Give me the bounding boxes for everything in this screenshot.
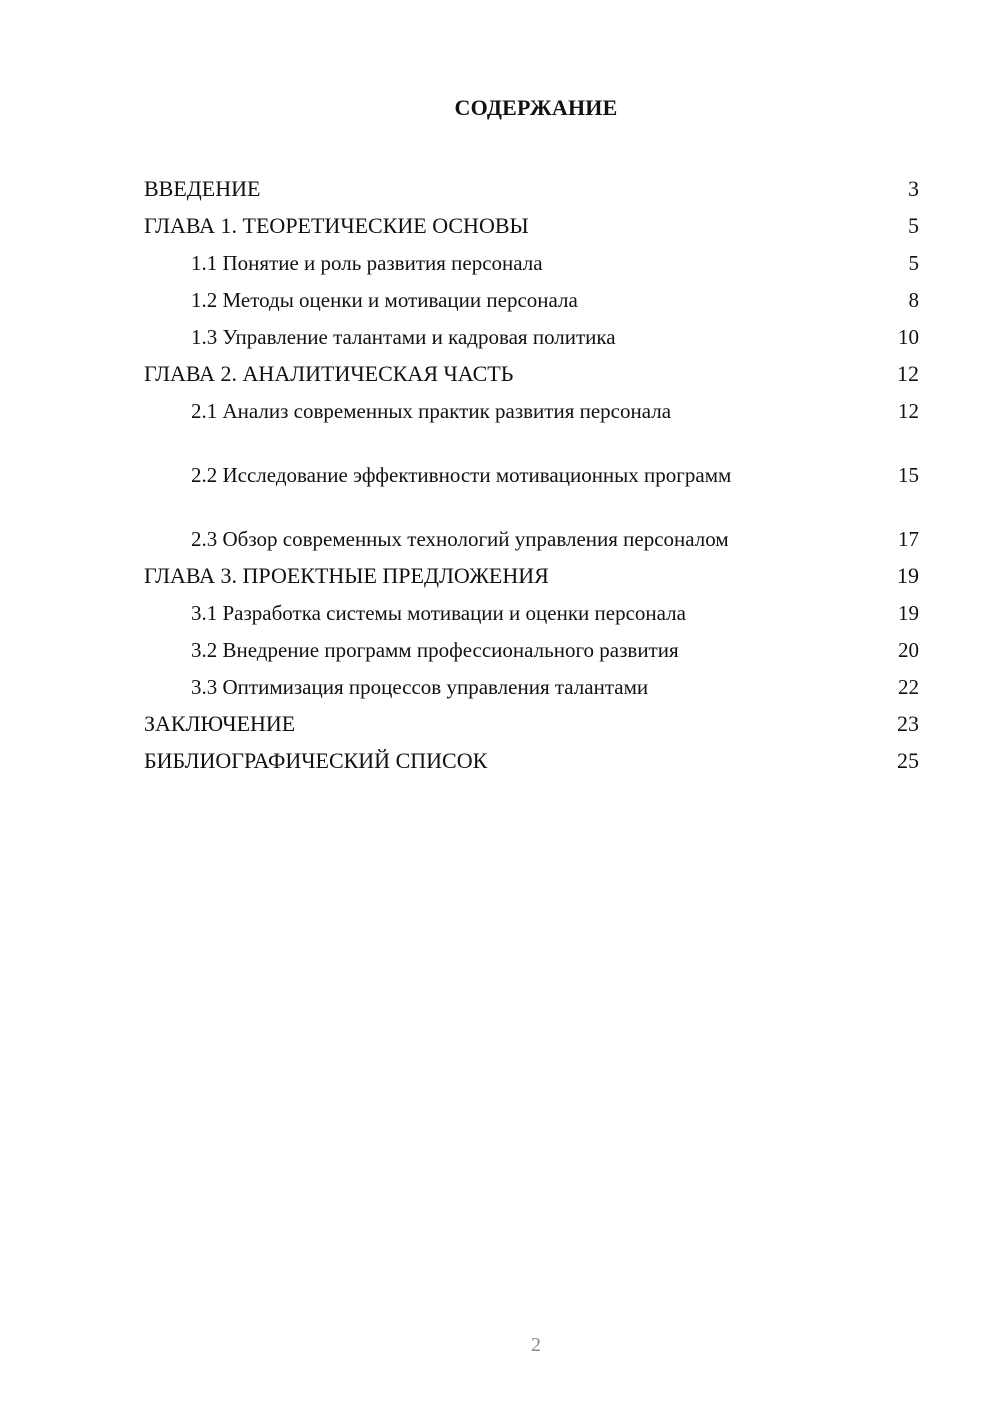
toc-entry-label: 3.2 Внедрение программ профессионального развития [191, 638, 679, 662]
toc-entry-chapter-3[interactable] [144, 555, 919, 592]
toc-entry-label: БИБЛИОГРАФИЧЕСКИЙ СПИСОК [144, 748, 488, 773]
toc-entry-section-3-2[interactable] [144, 629, 919, 666]
toc-entry-page: 17 [898, 527, 919, 551]
toc-entry-section-1-2[interactable] [144, 279, 919, 316]
toc-entry-bibliography[interactable] [144, 740, 919, 777]
toc-entry-page: 3 [908, 176, 919, 201]
toc-entry-label: ЗАКЛЮЧЕНИЕ [144, 711, 296, 736]
toc-entry-conclusion[interactable] [144, 703, 919, 740]
toc-entry-page: 12 [897, 361, 919, 386]
toc-entry-page: 23 [897, 711, 919, 736]
toc-entry-label: 1.2 Методы оценки и мотивации персонала [191, 288, 578, 312]
toc-entry-page: 19 [897, 563, 919, 588]
toc-entry-page: 20 [898, 638, 919, 662]
toc-entry-label: ГЛАВА 2. АНАЛИТИЧЕСКАЯ ЧАСТЬ [144, 361, 514, 386]
toc-entry-label: ГЛАВА 1. ТЕОРЕТИЧЕСКИЕ ОСНОВЫ [144, 213, 529, 238]
toc-entry-chapter-2[interactable] [144, 353, 919, 390]
toc-entry-introduction[interactable] [144, 168, 919, 205]
toc-entry-page: 15 [898, 463, 919, 487]
toc-entry-page: 19 [898, 601, 919, 625]
toc-entry-page: 5 [908, 251, 919, 275]
toc-entry-section-2-2[interactable] [144, 427, 919, 491]
toc-entry-label: 1.1 Понятие и роль развития персонала [191, 251, 543, 275]
toc-entry-label: ВВЕДЕНИЕ [144, 176, 261, 201]
page-number: 2 [531, 1334, 541, 1356]
toc-entry-label: 3.3 Оптимизация процессов управления талантами [191, 675, 649, 699]
toc-entry-chapter-1[interactable] [144, 205, 919, 242]
toc-entry-label: 3.1 Разработка системы мотивации и оценки персонала [191, 601, 686, 625]
toc-entry-label: 2.1 Анализ современных практик развития персонала [191, 399, 672, 423]
table-of-contents [144, 168, 919, 777]
toc-entry-section-2-3[interactable] [144, 491, 919, 555]
toc-entry-page: 25 [897, 748, 919, 773]
toc-entry-section-3-3[interactable] [144, 666, 919, 703]
toc-entry-page: 10 [898, 325, 919, 349]
toc-entry-label: 2.2 Исследование эффективности мотивационных программ [191, 463, 732, 487]
toc-entry-section-3-1[interactable] [144, 592, 919, 629]
toc-entry-page: 8 [908, 288, 919, 312]
toc-entry-label: 2.3 Обзор современных технологий управления персоналом [191, 527, 729, 551]
toc-entry-page: 12 [898, 399, 919, 423]
toc-entry-section-2-1[interactable] [144, 390, 919, 427]
toc-entry-section-1-3[interactable] [144, 316, 919, 353]
toc-entry-label: 1.3 Управление талантами и кадровая политика [191, 325, 616, 349]
toc-title: СОДЕРЖАНИЕ [454, 95, 618, 120]
toc-entry-section-1-1[interactable] [144, 242, 919, 279]
toc-entry-label: ГЛАВА 3. ПРОЕКТНЫЕ ПРЕДЛОЖЕНИЯ [144, 563, 549, 588]
toc-entry-page: 5 [908, 213, 919, 238]
toc-entry-page: 22 [898, 675, 919, 699]
